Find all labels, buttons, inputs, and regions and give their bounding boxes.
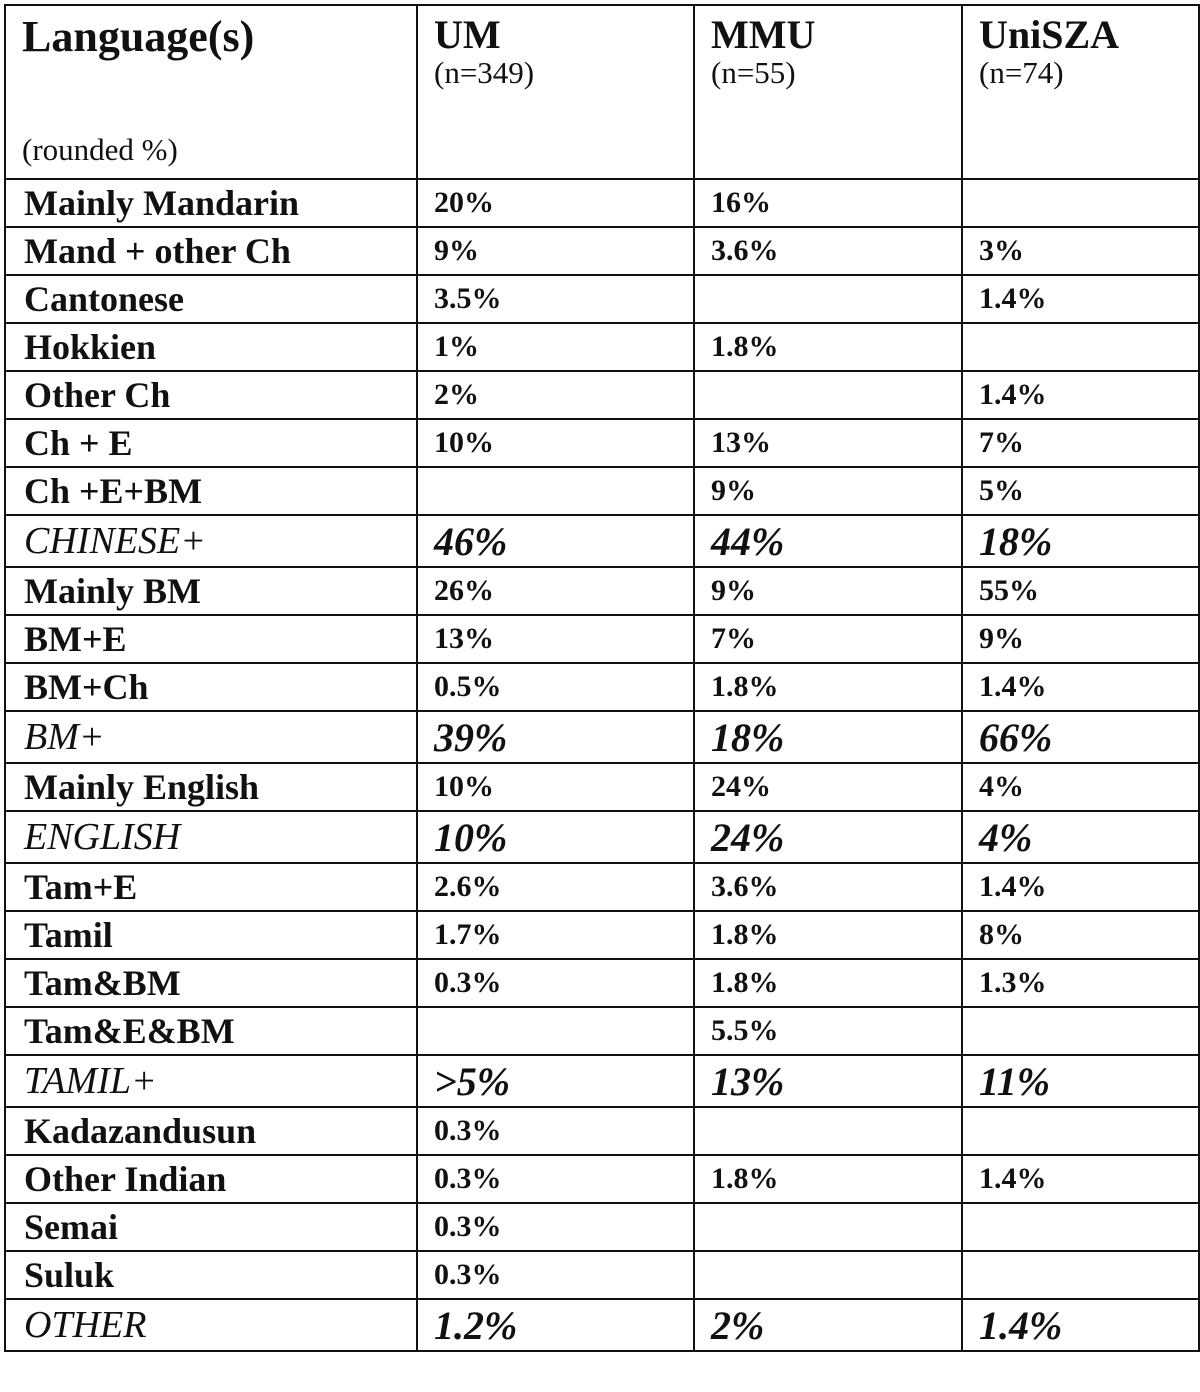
language-label: Semai: [5, 1203, 417, 1251]
header-language-title: Language(s): [22, 12, 255, 61]
percentage-cell: 4%: [962, 763, 1199, 811]
percentage-cell: 1.8%: [694, 663, 962, 711]
percentage-cell: 1.7%: [417, 911, 694, 959]
table-row-total: [5, 1055, 1199, 1107]
percentage-cell: 13%: [417, 615, 694, 663]
language-label: BM+E: [5, 615, 417, 663]
language-label: Other Ch: [5, 371, 417, 419]
percentage-cell: 10%: [417, 763, 694, 811]
percentage-cell: [694, 1203, 962, 1251]
percentage-cell: 0.5%: [417, 663, 694, 711]
table-row: [5, 959, 1199, 1007]
language-table: [4, 4, 1200, 1352]
table-row: [5, 863, 1199, 911]
percentage-cell: [962, 1251, 1199, 1299]
table-row: [5, 1203, 1199, 1251]
percentage-cell: [694, 371, 962, 419]
language-label: Cantonese: [5, 275, 417, 323]
language-label: ENGLISH: [5, 811, 417, 863]
percentage-cell: 9%: [417, 227, 694, 275]
percentage-cell: [417, 467, 694, 515]
percentage-cell: 1.8%: [694, 959, 962, 1007]
header-subtitle: (rounded %): [22, 132, 178, 167]
table-row-total: [5, 711, 1199, 763]
language-label: Ch + E: [5, 419, 417, 467]
column-name: UM: [434, 12, 501, 57]
table-row: [5, 1107, 1199, 1155]
table-row: [5, 275, 1199, 323]
table-row: [5, 227, 1199, 275]
language-label: Tam&BM: [5, 959, 417, 1007]
percentage-cell: >5%: [417, 1055, 694, 1107]
percentage-cell: 1.3%: [962, 959, 1199, 1007]
percentage-cell: [962, 323, 1199, 371]
percentage-cell: 9%: [694, 467, 962, 515]
table-row: [5, 419, 1199, 467]
table-row: [5, 1007, 1199, 1055]
percentage-cell: 11%: [962, 1055, 1199, 1107]
percentage-cell: 7%: [694, 615, 962, 663]
percentage-cell: [694, 275, 962, 323]
percentage-cell: [417, 1007, 694, 1055]
percentage-cell: 8%: [962, 911, 1199, 959]
language-label: Mainly English: [5, 763, 417, 811]
percentage-cell: 4%: [962, 811, 1199, 863]
column-n: (n=55): [711, 55, 796, 90]
language-label: Tam&E&BM: [5, 1007, 417, 1055]
column-name: MMU: [711, 12, 816, 57]
percentage-cell: 2%: [694, 1299, 962, 1351]
percentage-cell: 5.5%: [694, 1007, 962, 1055]
language-label: Mainly BM: [5, 567, 417, 615]
percentage-cell: 1.4%: [962, 863, 1199, 911]
column-n: (n=74): [979, 55, 1064, 90]
table-row-total: [5, 811, 1199, 863]
column-n: (n=349): [434, 55, 535, 90]
percentage-cell: 46%: [417, 515, 694, 567]
percentage-cell: 3%: [962, 227, 1199, 275]
percentage-cell: 18%: [694, 711, 962, 763]
language-label: Tam+E: [5, 863, 417, 911]
percentage-cell: 9%: [694, 567, 962, 615]
percentage-cell: 0.3%: [417, 1155, 694, 1203]
percentage-cell: [694, 1107, 962, 1155]
percentage-cell: 3.6%: [694, 863, 962, 911]
percentage-cell: 26%: [417, 567, 694, 615]
percentage-cell: [962, 1107, 1199, 1155]
percentage-cell: 1.8%: [694, 1155, 962, 1203]
table-row: [5, 911, 1199, 959]
table-row: [5, 467, 1199, 515]
table-row: [5, 1251, 1199, 1299]
percentage-cell: 1.8%: [694, 323, 962, 371]
percentage-cell: 13%: [694, 419, 962, 467]
table-row: [5, 179, 1199, 227]
percentage-cell: 1.4%: [962, 1299, 1199, 1351]
percentage-cell: 10%: [417, 811, 694, 863]
percentage-cell: 13%: [694, 1055, 962, 1107]
percentage-cell: 1.8%: [694, 911, 962, 959]
percentage-cell: [962, 1203, 1199, 1251]
percentage-cell: 3.6%: [694, 227, 962, 275]
percentage-cell: 7%: [962, 419, 1199, 467]
language-label: TAMIL+: [5, 1055, 417, 1107]
percentage-cell: 5%: [962, 467, 1199, 515]
table-row: [5, 1155, 1199, 1203]
language-label: Kadazandusun: [5, 1107, 417, 1155]
language-label: Suluk: [5, 1251, 417, 1299]
header-row: [5, 5, 1199, 179]
language-label: Tamil: [5, 911, 417, 959]
language-label: OTHER: [5, 1299, 417, 1351]
percentage-cell: 1.4%: [962, 275, 1199, 323]
percentage-cell: 0.3%: [417, 1203, 694, 1251]
table-row-total: [5, 1299, 1199, 1351]
table-row: [5, 763, 1199, 811]
percentage-cell: 2%: [417, 371, 694, 419]
percentage-cell: 20%: [417, 179, 694, 227]
percentage-cell: 16%: [694, 179, 962, 227]
percentage-cell: 24%: [694, 811, 962, 863]
percentage-cell: 66%: [962, 711, 1199, 763]
percentage-cell: [694, 1251, 962, 1299]
percentage-cell: 2.6%: [417, 863, 694, 911]
percentage-cell: [962, 179, 1199, 227]
table-body: [5, 179, 1199, 1351]
percentage-cell: 0.3%: [417, 959, 694, 1007]
language-label: Ch +E+BM: [5, 467, 417, 515]
table-row: [5, 323, 1199, 371]
percentage-cell: 18%: [962, 515, 1199, 567]
percentage-cell: [962, 1007, 1199, 1055]
percentage-cell: 44%: [694, 515, 962, 567]
percentage-cell: 39%: [417, 711, 694, 763]
percentage-cell: 55%: [962, 567, 1199, 615]
table-row: [5, 663, 1199, 711]
language-label: BM+: [5, 711, 417, 763]
header-column-mmu: [694, 5, 962, 179]
header-column-unisza: [962, 5, 1199, 179]
percentage-cell: 3.5%: [417, 275, 694, 323]
percentage-cell: 0.3%: [417, 1107, 694, 1155]
table-row: [5, 567, 1199, 615]
percentage-cell: 24%: [694, 763, 962, 811]
percentage-cell: 1%: [417, 323, 694, 371]
percentage-cell: 9%: [962, 615, 1199, 663]
percentage-cell: 10%: [417, 419, 694, 467]
column-name: UniSZA: [979, 12, 1120, 57]
percentage-cell: 1.2%: [417, 1299, 694, 1351]
header-column-um: [417, 5, 694, 179]
table-row: [5, 371, 1199, 419]
percentage-cell: 0.3%: [417, 1251, 694, 1299]
language-label: Mainly Mandarin: [5, 179, 417, 227]
table-row: [5, 615, 1199, 663]
percentage-cell: 1.4%: [962, 371, 1199, 419]
language-label: BM+Ch: [5, 663, 417, 711]
language-label: CHINESE+: [5, 515, 417, 567]
language-label: Hokkien: [5, 323, 417, 371]
table-row-total: [5, 515, 1199, 567]
language-label: Other Indian: [5, 1155, 417, 1203]
percentage-cell: 1.4%: [962, 1155, 1199, 1203]
percentage-cell: 1.4%: [962, 663, 1199, 711]
header-language-cell: [5, 5, 417, 179]
language-label: Mand + other Ch: [5, 227, 417, 275]
